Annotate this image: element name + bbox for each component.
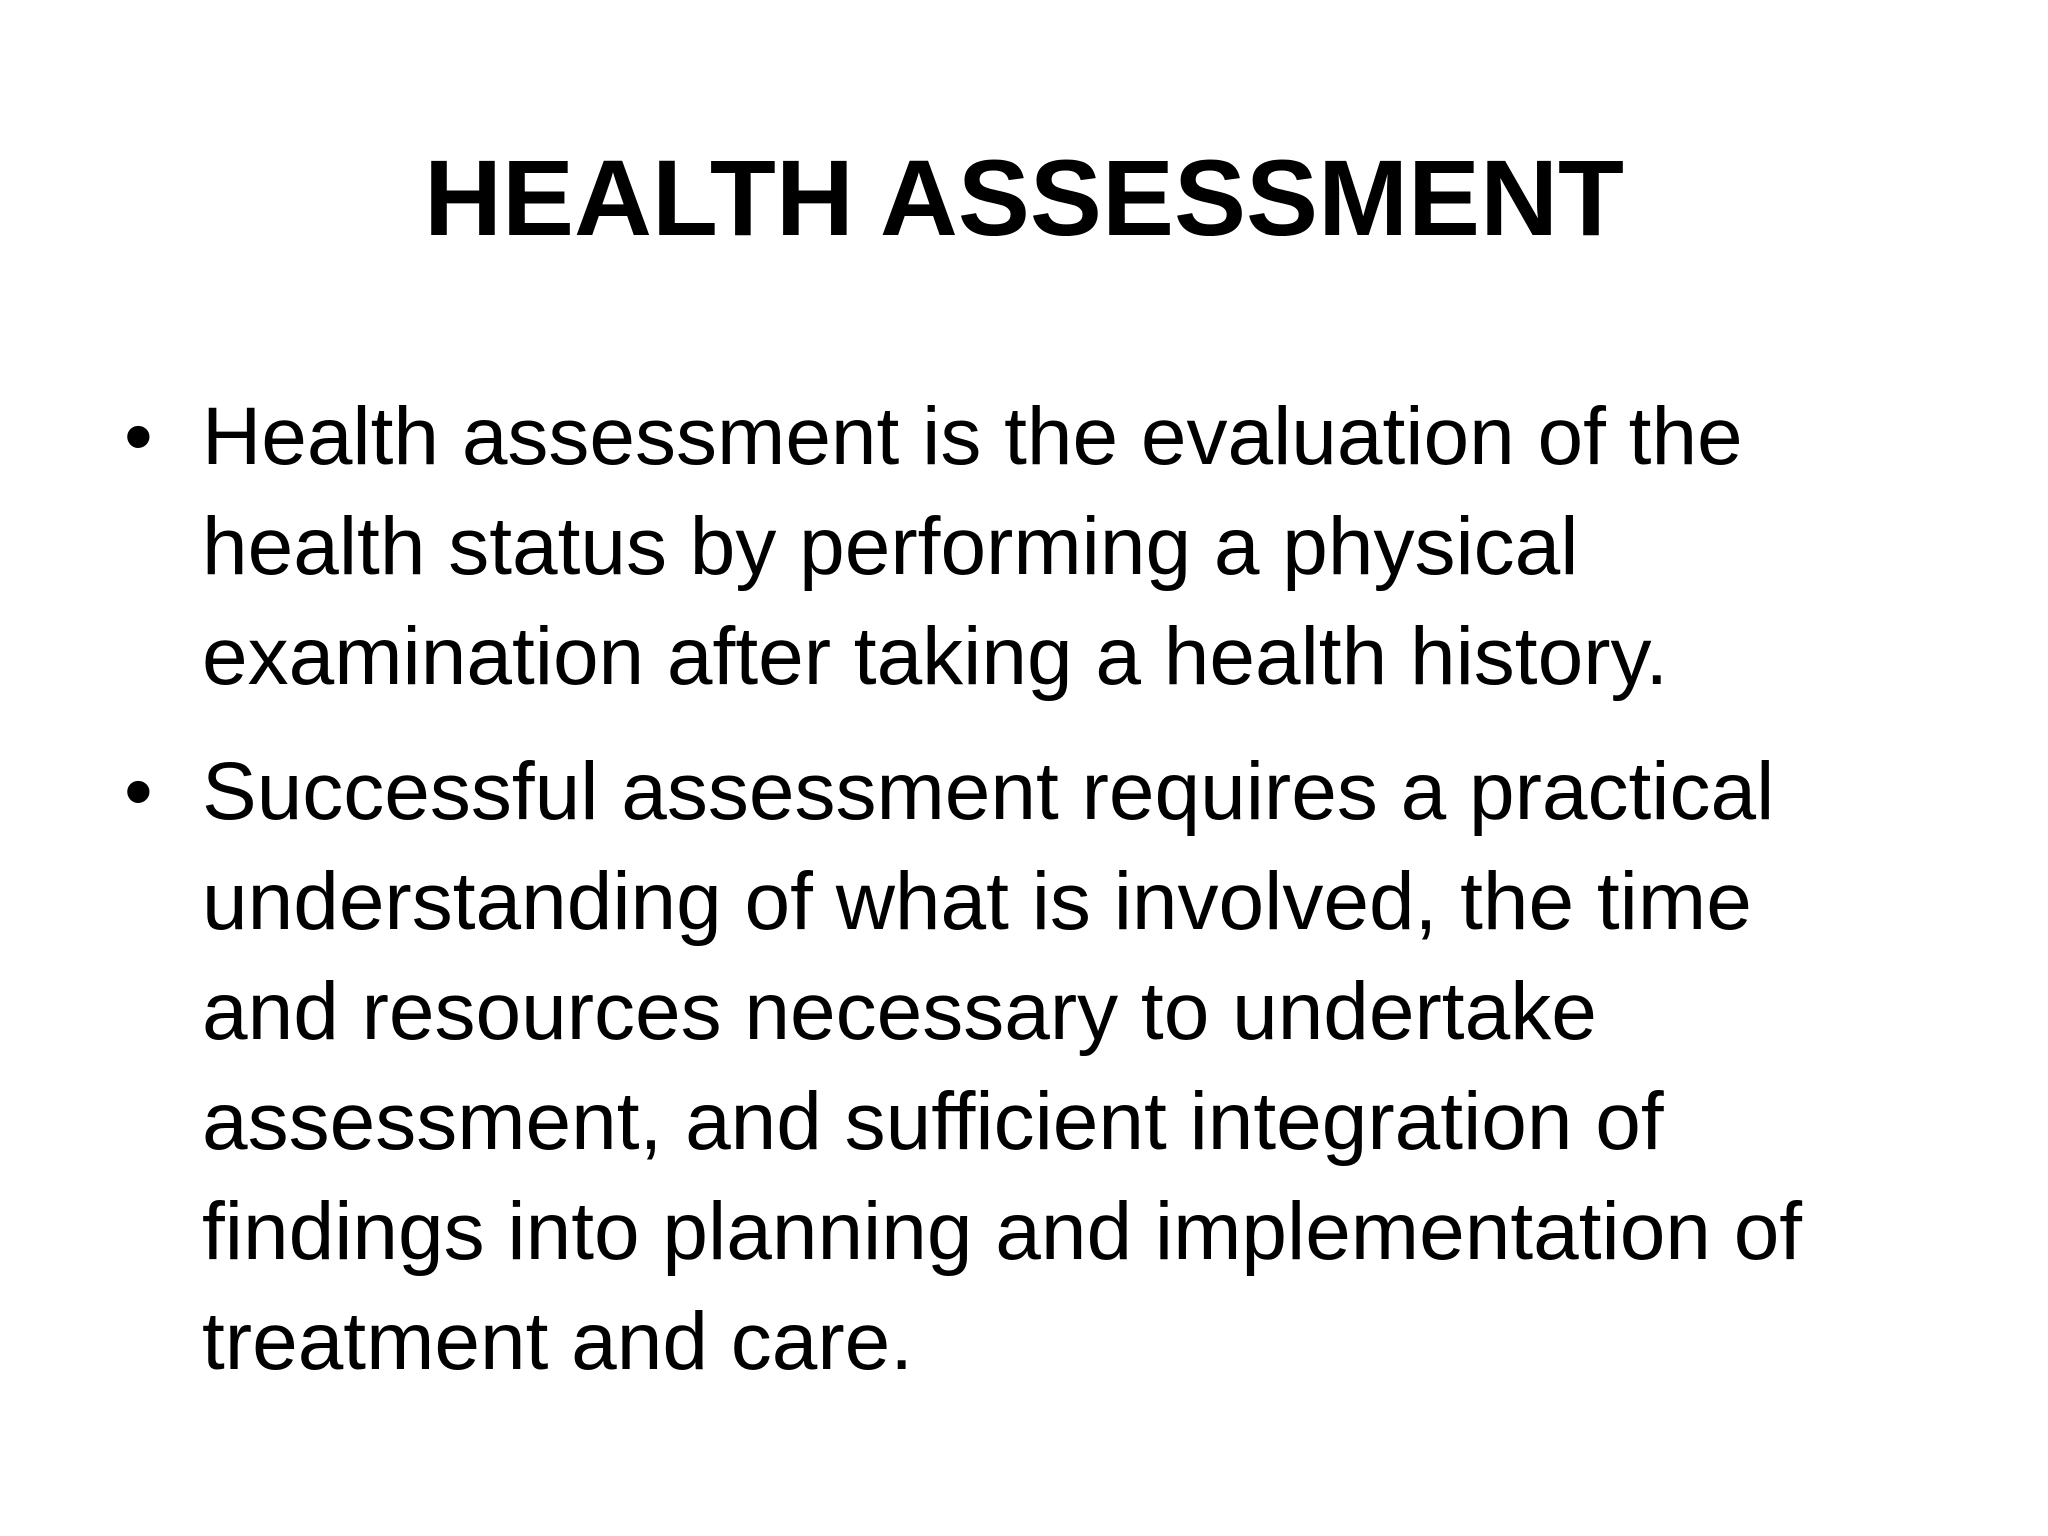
- bullet-text: [202, 737, 1924, 1397]
- bullet-line: assessment, and sufficient integration of: [202, 1076, 1664, 1167]
- bullet-item: [124, 737, 1924, 1397]
- bullet-item: [124, 382, 1924, 712]
- slide-title: HEALTH ASSESSMENT: [423, 137, 1625, 258]
- bullet-line: Health assessment is the evaluation of the: [202, 391, 1743, 482]
- bullet-line: and resources necessary to undertake: [202, 966, 1597, 1057]
- bullet-line: treatment and care.: [202, 1296, 914, 1387]
- bullet-icon: •: [124, 746, 153, 837]
- bullet-line: findings into planning and implementation of: [202, 1186, 1803, 1277]
- bullet-list: [124, 382, 1924, 1422]
- bullet-line: Successful assessment requires a practical: [202, 746, 1775, 837]
- bullet-line: health status by performing a physical: [202, 501, 1579, 592]
- bullet-text: [202, 382, 1924, 712]
- bullet-line: examination after taking a health history.: [202, 611, 1669, 702]
- bullet-line: understanding of what is involved, the time: [202, 856, 1752, 947]
- bullet-icon: •: [124, 391, 153, 482]
